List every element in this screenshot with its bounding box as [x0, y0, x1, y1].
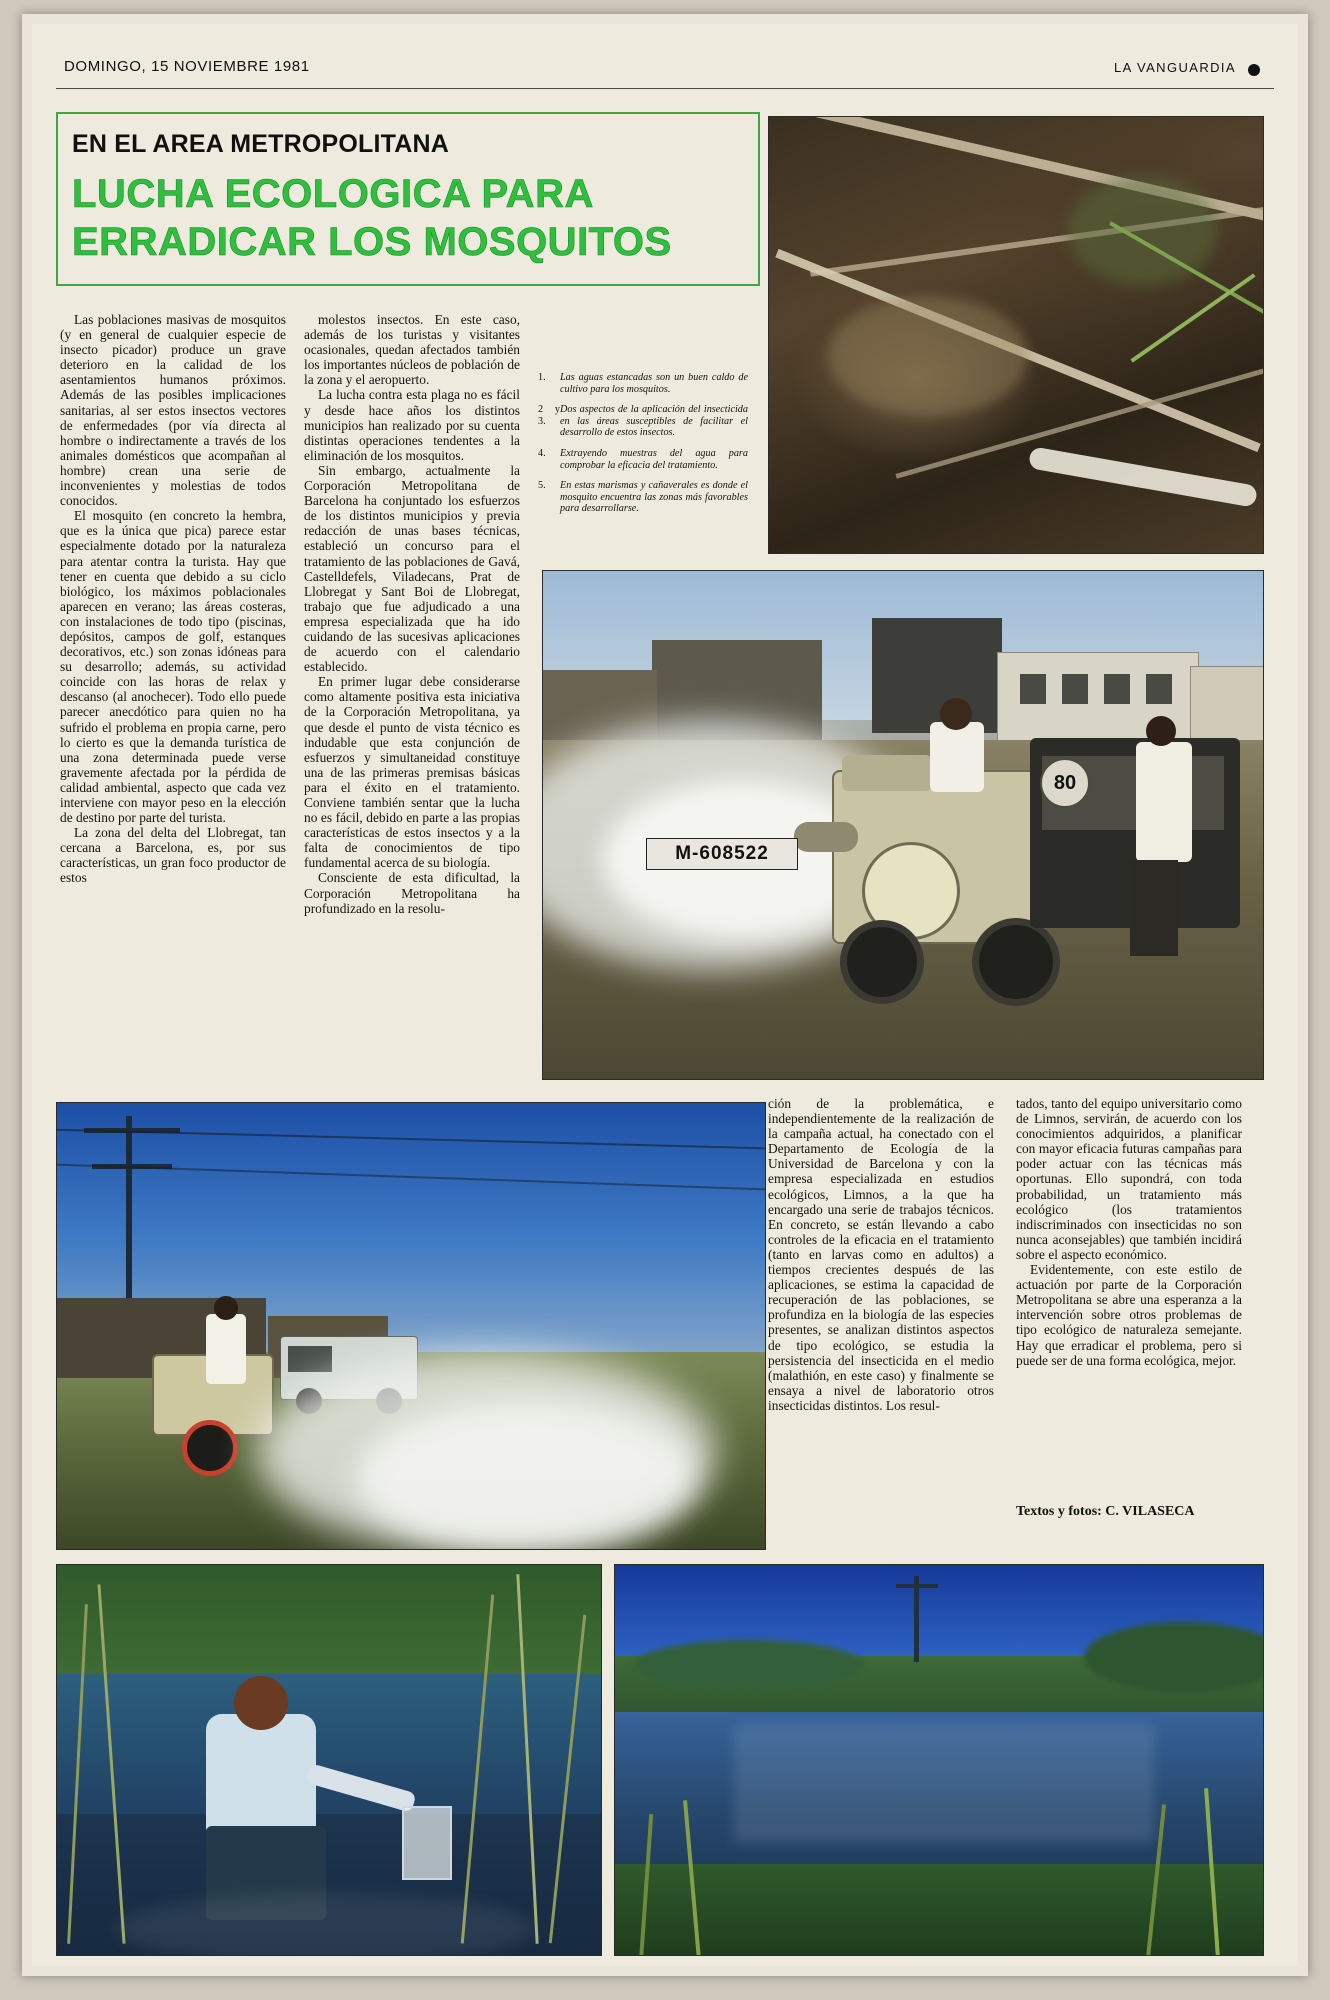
caption-text: En estas marismas y cañaverales es donde el mosquito encuentra las zonas más favorables para desarrollarse. [560, 480, 748, 515]
photo-frame [56, 1564, 602, 1956]
caption-number: 2 y 3. [538, 404, 560, 427]
photo-canal-marshland [614, 1564, 1264, 1956]
paragraph: La lucha contra esta plaga no es fácil y desde hace años los distintos municipios han realizado por su cuenta distintas operaciones tendentes a la eliminación de los mosquitos. [304, 387, 520, 463]
paragraph: Las poblaciones masivas de mosquitos (y en general de cualquier especie de insecto picador) produce un grave deterioro en la calidad de los asentamientos humanos próximos. Además de las posibles implicaciones sanitarias, al ser estos insectos vectores de enfermedades (por vía directa al hombre o indirectamente a través de los animales domésticos que acompañan al hombre) crean una serie de inconvenientes y molestias de todos conocidos. [60, 312, 286, 509]
page-title-line1: LUCHA ECOLOGICA PARA [72, 172, 594, 216]
badge-80: 80 [1040, 758, 1090, 808]
issue-date: DOMINGO, 15 NOVIEMBRE 1981 [64, 58, 310, 75]
article-column-3 [768, 1096, 994, 1516]
caption-text: Dos aspectos de la aplicación del insecticida en las áreas susceptibles de facilitar el desarrollo de estos insectos. [560, 404, 748, 439]
caption-item [538, 404, 748, 439]
paragraph: La zona del delta del Llobregat, tan cercana a Barcelona, es, por sus características, un gran foco productor de estos [60, 825, 286, 886]
photo-caption-list [538, 372, 748, 524]
photo-fogging-machine-street [542, 570, 1264, 1080]
license-plate: M-608522 [646, 838, 798, 870]
headline-block [56, 112, 760, 286]
caption-number: 1. [538, 372, 546, 383]
article-column-1 [60, 312, 286, 1064]
bullet-icon [1248, 64, 1260, 76]
photo-water-sampling [56, 1564, 602, 1956]
publication-name: LA VANGUARDIA [1114, 60, 1236, 75]
caption-text: Las aguas estancadas son un buen caldo de cultivo para los mosquitos. [560, 372, 748, 395]
paragraph: ción de la problemática, e independientemente de la realización de la campaña actual, ha conectado con el Departamento de Ecología de la Universidad de Barcelona y con la empresa especializada en estudios ecológicos, Limnos, a la que ha encargado una serie de trabajos técnicos. En concreto, se están llevando a cabo controles de la eficacia en el tratamiento (tanto en larvas como en adultos) a tiempos crecientes después de las aplicaciones, se estima la capacidad de recuperación de las poblaciones, se profundiza en la biología de las especies presentes, se analizan distintos aspectos de tipo ecológico, se estudia la persistencia del insecticida en el medio (malathión, en este caso) y finalmente se ensaya a nivel de laboratorio otros insecticidas distintos. Los resul- [768, 1096, 994, 1413]
paragraph: tados, tanto del equipo universitario como de Limnos, servirán, de acuerdo con los conocimientos adquiridos, a planificar con mayor eficacia futuras campañas para poder actuar con las técnicas más oportunas. Ello supondrá, con toda probabilidad, un tratamiento más ecológico (los tratamientos indiscriminados con insecticidas no son nunca aconsejables) que también incidirá sobre el aspecto económico. [1016, 1096, 1242, 1262]
article-column-2 [304, 312, 520, 1064]
paragraph: Evidentemente, con este estilo de actuación por parte de la Corporación Metropolitana se abre una esperanza a la intervención sobre otros problemas de tipo ecológico de naturaleza semejante. Hay que erradicar el problema, pero si puede ser de una forma ecológica, mejor. [1016, 1262, 1242, 1368]
photo-frame [56, 1102, 766, 1550]
caption-number: 5. [538, 480, 546, 492]
page-surface [32, 24, 1298, 1966]
caption-item [538, 480, 748, 515]
newspaper-page [22, 14, 1308, 1976]
photo-frame [768, 116, 1264, 554]
page-title-line2: ERRADICAR LOS MOSQUITOS [72, 220, 672, 264]
photo-fogging-machine-field [56, 1102, 766, 1550]
paragraph: En primer lugar debe considerarse como altamente positiva esta iniciativa de la Corporación Metropolitana, ya que desde el punto de vista técnico es indudable que esta conjunción de esfuerzos y simultaneidad constituye una de las primeras premisas básicas para el éxito en el tratamiento. Conviene también sentar que la lucha no es fácil, debido en parte a las propias características de estos insectos y a la falta de conocimientos de tipo fundamental acerca de su biología. [304, 674, 520, 871]
caption-text: Extrayendo muestras del agua para comprobar la eficacia del tratamiento. [560, 447, 748, 471]
caption-item [538, 372, 748, 395]
photo-frame [542, 570, 1264, 1080]
kicker: EN EL AREA METROPOLITANA [72, 130, 450, 158]
paragraph: Sin embargo, actualmente la Corporación Metropolitana de Barcelona ha conjuntado los esfuerzos de los distintos municipios y previa redacción de unas bases técnicas, estableció un concurso para el tratamiento de las poblaciones de Gavá, Castelldefels, Viladecans, Prat de Llobregat y Sant Boi de Llobregat, trabajo que fue adjudicado a una empresa especializada que ha ido cuidando de las sucesivas aplicaciones de acuerdo con el calendario establecido. [304, 462, 520, 675]
paragraph: El mosquito (en concreto la hembra, que es la única que pica) parece estar especialmente dotado por la naturaleza para atentar contra la turista. Hay que tener en cuenta que debido a su ciclo biológico, los máximos poblacionales aparecen en verano; las áreas costeras, con instalaciones de todo tipo (piscinas, depósitos, campos de golf, estanques decorativos, etc.) son zonas idóneas para su desarrollo; además, su actividad coincide con las horas de relax y descanso (al anochecer). Todo ello puede parecer anecdótico para quien no ha sufrido el problema en propia carne, pero lo cierto es que la demanda turística de una zona determinada puede verse gravemente afectada por la pérdida de calidad ambiental, aspecto que cada vez interviene con mayor peso en la elección de destino por parte del turista. [60, 508, 286, 826]
caption-number: 4. [538, 447, 546, 459]
byline: Textos y fotos: C. VILASECA [1016, 1504, 1195, 1519]
masthead [56, 58, 1274, 84]
article-column-4 [1016, 1096, 1242, 1516]
photo-stagnant-water-debris [768, 116, 1264, 554]
caption-item [538, 448, 748, 471]
header-divider [56, 88, 1274, 89]
photo-frame [614, 1564, 1264, 1956]
paragraph: Consciente de esta dificultad, la Corporación Metropolitana ha profundizado en la resolu- [304, 870, 520, 916]
paragraph: molestos insectos. En este caso, además de los turistas y visitantes ocasionales, quedan afectados también los importantes núcleos de población de la zona y el aeropuerto. [304, 312, 520, 388]
